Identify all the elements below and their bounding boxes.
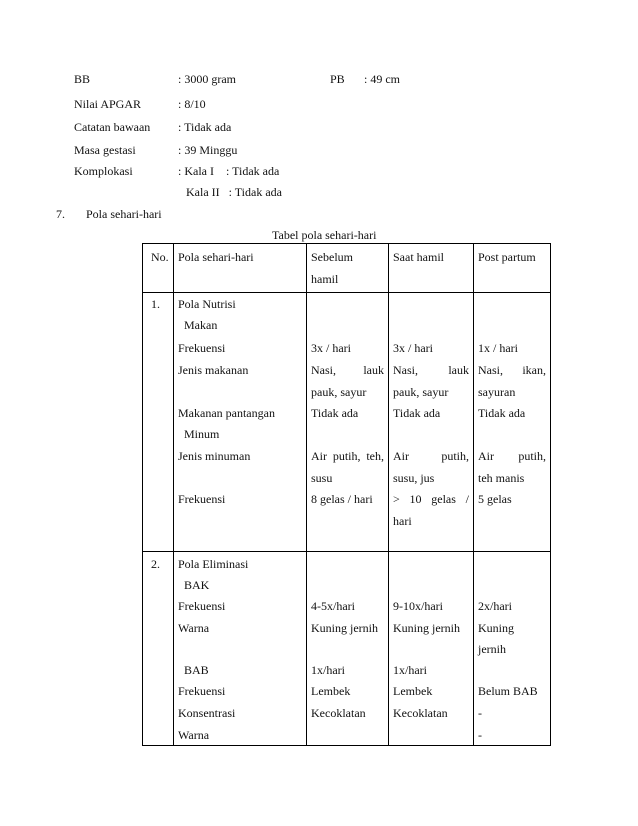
table-header-row	[143, 244, 551, 293]
komplikasi-value-kala1: : Kala I : Tidak ada	[178, 164, 280, 178]
saat-minum-b: putih,	[441, 449, 469, 463]
sebelum-minum-b: putih,	[332, 449, 361, 463]
post-jenis-minuman-line1	[478, 449, 546, 464]
saat-frek-a: >	[393, 492, 400, 506]
sebelum-pantangan: Tidak ada	[311, 406, 359, 420]
sebelum-bak-frek: 4-5x/hari	[311, 599, 355, 613]
saat-bak-warna: Kuning jernih	[393, 621, 460, 635]
saat-frek-minum-line1	[393, 492, 469, 507]
saat-jenis-minuman-line2: susu, jus	[393, 471, 435, 485]
nutrisi-title: Pola Nutrisi	[178, 297, 236, 311]
sebelum-konsentrasi: Lembek	[311, 684, 351, 698]
saat-jenis-makanan-line2: pauk, sayur	[393, 385, 449, 399]
header-pola	[174, 244, 307, 293]
row1-saat	[389, 293, 474, 552]
post-jenis-minuman-line2: teh manis	[478, 471, 525, 485]
row2-post	[474, 552, 551, 746]
sebelum-minum-a: Air	[311, 449, 327, 463]
post-jenis-makanan-line2: sayuran	[478, 385, 516, 399]
komplikasi-value-kala2: Kala II : Tidak ada	[186, 185, 282, 199]
sebelum-bak-warna: Kuning jernih	[311, 621, 378, 635]
header-no-label: No.	[151, 250, 169, 264]
gestasi-value: : 39 Minggu	[178, 143, 238, 157]
header-saat	[389, 244, 474, 293]
saat-bak-frek: 9-10x/hari	[393, 599, 443, 613]
catatan-value: : Tidak ada	[178, 120, 232, 134]
bab-konsentrasi-label: Konsentrasi	[178, 706, 236, 720]
pola-sehari-hari-table	[142, 243, 551, 746]
post-jenis-a: Nasi,	[478, 363, 503, 377]
bak-warna-label: Warna	[178, 621, 210, 635]
post-jenis-makanan-line1	[478, 363, 546, 378]
saat-frek-b: 10	[409, 492, 422, 506]
sebelum-jenis-a: Nasi,	[311, 363, 336, 377]
header-saat-label: Saat hamil	[393, 250, 444, 264]
header-post	[474, 244, 551, 293]
post-frek-minum: 5 gelas	[478, 492, 512, 506]
saat-frek-minum-line2: hari	[393, 514, 412, 528]
header-pola-label: Pola sehari-hari	[178, 250, 254, 264]
row2-saat	[389, 552, 474, 746]
bak-frekuensi-label: Frekuensi	[178, 599, 226, 613]
row1-no-label: 1.	[151, 297, 160, 311]
sebelum-jenis-makanan-line1	[311, 363, 384, 378]
gestasi-label: Masa gestasi	[74, 143, 136, 157]
row1-post	[474, 293, 551, 552]
post-pantangan: Tidak ada	[478, 406, 526, 420]
table-row	[143, 552, 551, 746]
bab-label: BAB	[184, 663, 209, 677]
saat-frek-makan: 3x / hari	[393, 341, 433, 355]
post-bak-warna-line1: Kuning	[478, 621, 514, 635]
pb-label: PB	[330, 72, 345, 86]
post-konsentrasi: -	[478, 706, 482, 720]
saat-konsentrasi: Lembek	[393, 684, 433, 698]
row2-sebelum	[307, 552, 389, 746]
saat-jenis-makanan-line1	[393, 363, 469, 378]
bak-label: BAK	[184, 578, 210, 592]
sebelum-warna: Kecoklatan	[311, 706, 366, 720]
row2-no-label: 2.	[151, 557, 160, 571]
post-jenis-b: ikan,	[522, 363, 546, 377]
frekuensi-minum-label: Frekuensi	[178, 492, 226, 506]
saat-bab-frek: 1x/hari	[393, 663, 427, 677]
bab-warna-label: Warna	[178, 728, 210, 742]
post-minum-a: Air	[478, 449, 494, 463]
bb-value: : 3000 gram	[178, 72, 236, 86]
header-post-label: Post partum	[478, 250, 536, 264]
post-bab-frek: Belum BAB	[478, 684, 538, 698]
pb-value: : 49 cm	[364, 72, 400, 86]
section-title: Pola sehari-hari	[86, 207, 162, 221]
saat-frek-c: gelas	[431, 492, 456, 506]
post-bak-warna-line2: jernih	[478, 642, 506, 656]
header-sebelum	[307, 244, 389, 293]
saat-jenis-a: Nasi,	[393, 363, 418, 377]
sebelum-jenis-makanan-line2: pauk, sayur	[311, 385, 367, 399]
catatan-label: Catatan bawaan	[74, 120, 151, 134]
saat-jenis-minuman-line1	[393, 449, 469, 464]
sebelum-minum-c: teh,	[366, 449, 384, 463]
jenis-makanan-label: Jenis makanan	[178, 363, 249, 377]
post-bak-frek: 2x/hari	[478, 599, 512, 613]
apgar-value: : 8/10	[178, 97, 206, 111]
eliminasi-title: Pola Eliminasi	[178, 557, 249, 571]
makan-label: Makan	[184, 318, 218, 332]
header-no	[143, 244, 174, 293]
saat-minum-a: Air	[393, 449, 409, 463]
post-warna: -	[478, 728, 482, 742]
apgar-label: Nilai APGAR	[74, 97, 142, 111]
sebelum-jenis-minuman-line2: susu	[311, 471, 333, 485]
sebelum-frek-minum: 8 gelas / hari	[311, 492, 373, 506]
saat-warna: Kecoklatan	[393, 706, 448, 720]
minum-label: Minum	[184, 427, 220, 441]
saat-pantangan: Tidak ada	[393, 406, 441, 420]
row2-pola	[174, 552, 307, 746]
table-row	[143, 293, 551, 552]
saat-frek-d: /	[465, 492, 469, 506]
saat-jenis-b: lauk	[448, 363, 469, 377]
post-frek-makan: 1x / hari	[478, 341, 518, 355]
sebelum-jenis-minuman-line1	[311, 449, 384, 464]
row2-no	[143, 552, 174, 746]
row1-no	[143, 293, 174, 552]
post-minum-b: putih,	[518, 449, 546, 463]
komplikasi-label: Komplokasi	[74, 164, 133, 178]
jenis-minuman-label: Jenis minuman	[178, 449, 251, 463]
sebelum-frek-makan: 3x / hari	[311, 341, 351, 355]
section-number: 7.	[56, 207, 65, 221]
sebelum-bab-frek: 1x/hari	[311, 663, 345, 677]
frekuensi-makan-label: Frekuensi	[178, 341, 226, 355]
row1-sebelum	[307, 293, 389, 552]
bb-label: BB	[74, 72, 91, 86]
header-sebelum-line1: Sebelum	[311, 250, 353, 264]
bab-frekuensi-label: Frekuensi	[178, 684, 226, 698]
row1-pola	[174, 293, 307, 552]
makanan-pantangan-label: Makanan pantangan	[178, 406, 275, 420]
table-caption: Tabel pola sehari-hari	[272, 228, 377, 242]
sebelum-jenis-b: lauk	[363, 363, 384, 377]
header-sebelum-line2: hamil	[311, 272, 339, 286]
